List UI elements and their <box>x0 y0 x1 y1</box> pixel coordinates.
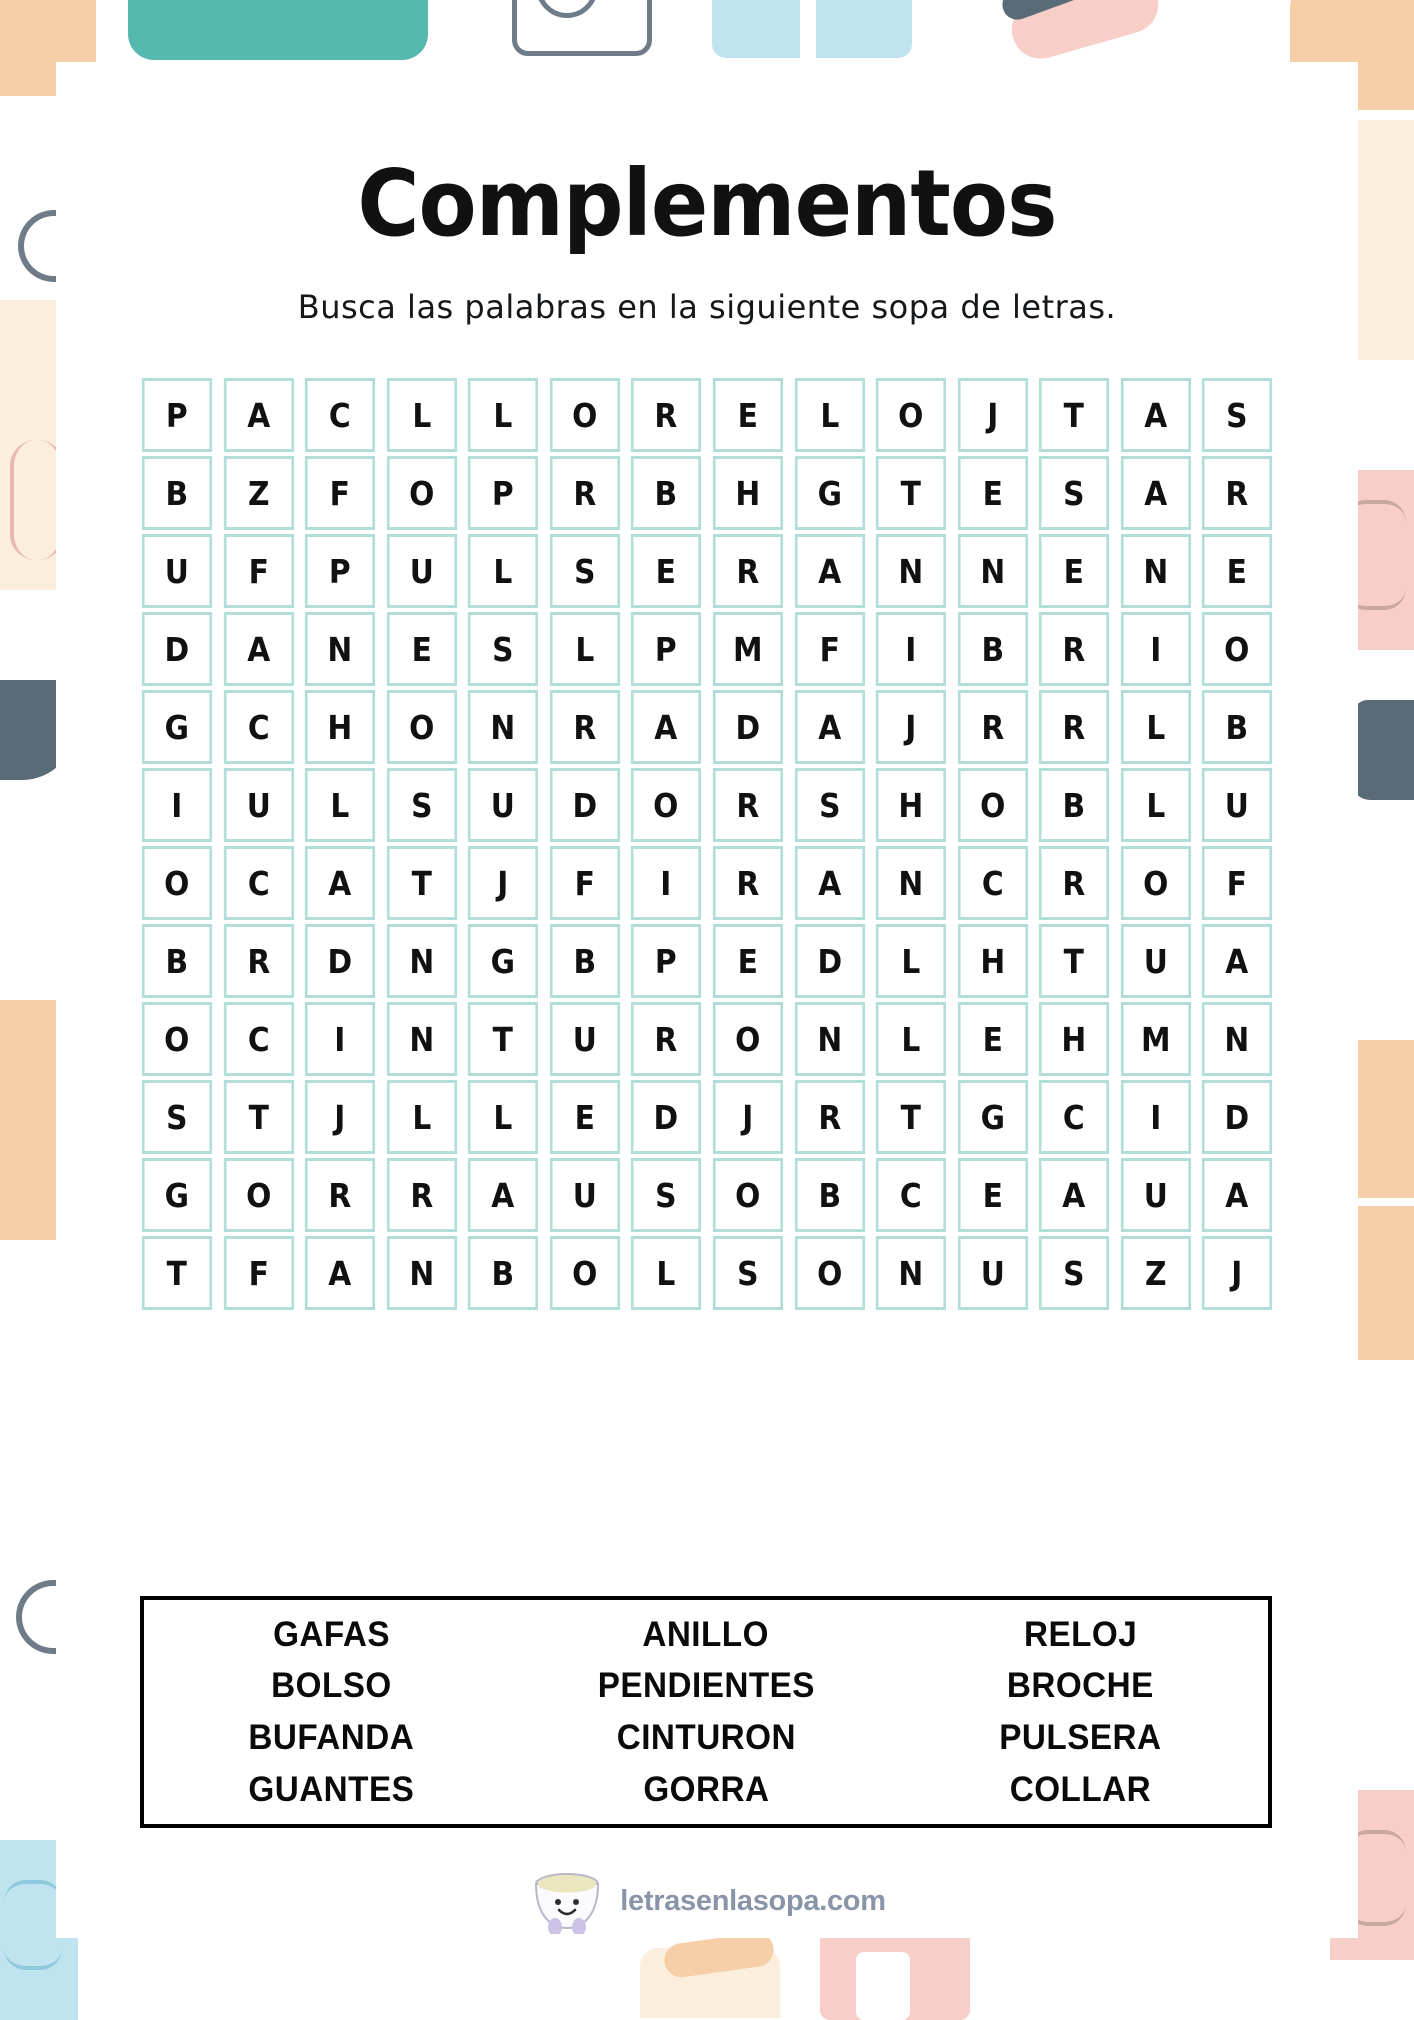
grid-cell[interactable]: O <box>958 768 1028 842</box>
grid-cell[interactable]: O <box>1121 846 1191 920</box>
grid-cell[interactable]: O <box>794 1236 864 1310</box>
word-list-item[interactable]: ANILLO <box>642 1614 770 1654</box>
grid-cell[interactable]: L <box>876 1002 946 1076</box>
grid-cell[interactable]: D <box>631 1080 701 1154</box>
grid-cell[interactable]: H <box>1039 1002 1109 1076</box>
grid-cell[interactable]: I <box>1121 1080 1191 1154</box>
grid-cell[interactable]: R <box>631 378 701 452</box>
grid-cell[interactable]: N <box>387 1002 457 1076</box>
grid-cell[interactable]: D <box>713 690 783 764</box>
grid-cell[interactable]: F <box>1202 846 1272 920</box>
grid-cell[interactable]: E <box>713 924 783 998</box>
grid-cell[interactable]: E <box>631 534 701 608</box>
word-list-item[interactable]: BROCHE <box>1007 1666 1155 1706</box>
grid-cell[interactable]: P <box>631 924 701 998</box>
grid-cell[interactable]: A <box>305 1236 375 1310</box>
grid-cell[interactable]: I <box>1121 612 1191 686</box>
grid-cell[interactable]: R <box>550 456 620 530</box>
grid-cell[interactable]: U <box>387 534 457 608</box>
grid-cell[interactable]: A <box>794 846 864 920</box>
grid-cell[interactable]: H <box>958 924 1028 998</box>
grid-cell[interactable]: D <box>550 768 620 842</box>
grid-cell[interactable]: U <box>142 534 212 608</box>
grid-cell[interactable]: O <box>387 456 457 530</box>
grid-cell[interactable]: Z <box>223 456 293 530</box>
site-url-label: letrasenlasopa.com <box>620 1884 886 1917</box>
grid-cell[interactable]: S <box>1039 456 1109 530</box>
grid-cell[interactable]: F <box>794 612 864 686</box>
grid-cell[interactable]: N <box>387 1236 457 1310</box>
word-list-item[interactable]: PULSERA <box>999 1718 1162 1757</box>
soup-bowl-icon <box>528 1868 606 1934</box>
grid-cell[interactable]: G <box>794 456 864 530</box>
grid-cell[interactable]: J <box>1202 1236 1272 1310</box>
grid-cell[interactable]: R <box>387 1158 457 1232</box>
grid-cell[interactable]: S <box>468 612 538 686</box>
grid-cell[interactable]: H <box>713 456 783 530</box>
grid-cell[interactable]: E <box>958 1002 1028 1076</box>
grid-cell[interactable]: S <box>713 1236 783 1310</box>
grid-cell[interactable]: U <box>1121 924 1191 998</box>
grid-cell[interactable]: T <box>876 1080 946 1154</box>
grid-cell[interactable]: T <box>223 1080 293 1154</box>
grid-cell[interactable]: A <box>794 690 864 764</box>
grid-cell[interactable]: D <box>305 924 375 998</box>
grid-cell[interactable]: U <box>223 768 293 842</box>
grid-cell[interactable]: T <box>876 456 946 530</box>
grid-cell[interactable]: T <box>1039 378 1109 452</box>
grid-cell[interactable]: A <box>1039 1158 1109 1232</box>
word-list-column <box>519 1610 894 1815</box>
grid-cell[interactable]: G <box>468 924 538 998</box>
grid-cell[interactable]: R <box>713 768 783 842</box>
page-title: Complementos <box>357 149 1057 257</box>
grid-cell[interactable]: A <box>223 378 293 452</box>
grid-cell[interactable]: T <box>1039 924 1109 998</box>
grid-cell[interactable]: I <box>142 768 212 842</box>
grid-cell[interactable]: R <box>1039 690 1109 764</box>
grid-cell[interactable]: E <box>1039 534 1109 608</box>
word-list-item[interactable]: GORRA <box>642 1769 770 1809</box>
grid-cell[interactable]: R <box>713 846 783 920</box>
grid-cell[interactable]: O <box>387 690 457 764</box>
grid-cell[interactable]: L <box>468 534 538 608</box>
grid-cell[interactable]: S <box>387 768 457 842</box>
grid-cell[interactable]: C <box>223 690 293 764</box>
grid-cell[interactable]: O <box>713 1158 783 1232</box>
grid-cell[interactable]: A <box>631 690 701 764</box>
grid-cell[interactable]: R <box>223 924 293 998</box>
grid-cell[interactable]: C <box>305 378 375 452</box>
grid-cell[interactable]: O <box>142 1002 212 1076</box>
grid-cell[interactable]: P <box>631 612 701 686</box>
grid-cell[interactable]: B <box>142 456 212 530</box>
grid-cell[interactable]: R <box>631 1002 701 1076</box>
word-list-item[interactable]: BOLSO <box>271 1666 392 1706</box>
grid-cell[interactable]: B <box>958 612 1028 686</box>
word-list-item[interactable]: GAFAS <box>272 1614 390 1654</box>
grid-cell[interactable]: O <box>1202 612 1272 686</box>
grid-cell[interactable]: S <box>1202 378 1272 452</box>
grid-cell[interactable]: S <box>1039 1236 1109 1310</box>
grid-cell[interactable]: F <box>550 846 620 920</box>
grid-cell[interactable]: E <box>713 378 783 452</box>
grid-cell[interactable]: A <box>1202 924 1272 998</box>
word-search-grid <box>138 378 1276 1310</box>
grid-cell[interactable]: O <box>550 378 620 452</box>
grid-cell[interactable]: L <box>468 1080 538 1154</box>
grid-cell[interactable]: G <box>142 1158 212 1232</box>
grid-cell[interactable]: B <box>1202 690 1272 764</box>
grid-cell[interactable]: O <box>713 1002 783 1076</box>
grid-cell[interactable]: A <box>1121 378 1191 452</box>
grid-cell[interactable]: A <box>1121 456 1191 530</box>
grid-cell[interactable]: U <box>550 1158 620 1232</box>
grid-cell[interactable]: U <box>958 1236 1028 1310</box>
word-list-item[interactable]: PENDIENTES <box>597 1666 815 1706</box>
word-list-item[interactable]: CINTURON <box>616 1718 796 1757</box>
word-list-item[interactable]: BUFANDA <box>248 1718 415 1757</box>
grid-cell[interactable]: S <box>794 768 864 842</box>
grid-cell[interactable]: S <box>631 1158 701 1232</box>
grid-cell[interactable]: L <box>550 612 620 686</box>
grid-cell[interactable]: T <box>468 1002 538 1076</box>
grid-cell[interactable]: F <box>223 1236 293 1310</box>
grid-cell[interactable]: O <box>550 1236 620 1310</box>
grid-cell[interactable]: G <box>958 1080 1028 1154</box>
grid-cell[interactable]: A <box>1202 1158 1272 1232</box>
grid-cell[interactable]: N <box>794 1002 864 1076</box>
grid-cell[interactable]: A <box>468 1158 538 1232</box>
grid-cell[interactable]: C <box>1039 1080 1109 1154</box>
grid-cell[interactable]: B <box>794 1158 864 1232</box>
grid-cell[interactable]: Z <box>1121 1236 1191 1310</box>
grid-cell[interactable]: J <box>713 1080 783 1154</box>
grid-cell[interactable]: L <box>305 768 375 842</box>
grid-cell[interactable]: N <box>876 1236 946 1310</box>
grid-cell[interactable]: E <box>958 1158 1028 1232</box>
grid-cell[interactable]: N <box>1121 534 1191 608</box>
grid-cell[interactable]: L <box>876 924 946 998</box>
grid-cell[interactable]: J <box>305 1080 375 1154</box>
grid-cell[interactable]: C <box>958 846 1028 920</box>
grid-cell[interactable]: O <box>223 1158 293 1232</box>
grid-cell[interactable]: B <box>468 1236 538 1310</box>
grid-cell[interactable]: R <box>1039 846 1109 920</box>
grid-cell[interactable]: U <box>468 768 538 842</box>
grid-cell[interactable]: O <box>876 378 946 452</box>
grid-cell[interactable]: E <box>1202 534 1272 608</box>
grid-cell[interactable]: R <box>958 690 1028 764</box>
grid-cell[interactable]: T <box>387 846 457 920</box>
grid-cell[interactable]: I <box>876 612 946 686</box>
grid-cell[interactable]: R <box>1202 456 1272 530</box>
grid-cell[interactable]: E <box>958 456 1028 530</box>
footer <box>0 1868 1414 1934</box>
grid-cell[interactable]: L <box>794 378 864 452</box>
grid-cell[interactable]: F <box>305 456 375 530</box>
grid-cell[interactable]: C <box>223 846 293 920</box>
grid-cell[interactable]: R <box>713 534 783 608</box>
word-list-column <box>893 1610 1268 1815</box>
grid-cell[interactable]: L <box>387 378 457 452</box>
grid-cell[interactable]: A <box>794 534 864 608</box>
grid-cell[interactable]: M <box>713 612 783 686</box>
grid-cell[interactable]: S <box>550 534 620 608</box>
grid-cell[interactable]: N <box>1202 1002 1272 1076</box>
word-list-item[interactable]: GUANTES <box>248 1769 415 1809</box>
grid-cell[interactable]: E <box>550 1080 620 1154</box>
grid-cell[interactable]: F <box>223 534 293 608</box>
grid-cell[interactable]: I <box>631 846 701 920</box>
grid-cell[interactable]: S <box>142 1080 212 1154</box>
word-list-column <box>144 1610 519 1815</box>
grid-cell[interactable]: L <box>1121 690 1191 764</box>
grid-cell[interactable]: C <box>223 1002 293 1076</box>
grid-cell[interactable]: R <box>305 1158 375 1232</box>
grid-cell[interactable]: L <box>1121 768 1191 842</box>
grid-cell[interactable]: J <box>468 846 538 920</box>
grid-cell[interactable]: B <box>631 456 701 530</box>
grid-cell[interactable]: P <box>468 456 538 530</box>
grid-cell[interactable]: B <box>1039 768 1109 842</box>
grid-cell[interactable]: D <box>142 612 212 686</box>
grid-cell[interactable]: N <box>468 690 538 764</box>
grid-cell[interactable]: U <box>550 1002 620 1076</box>
grid-cell[interactable]: R <box>1039 612 1109 686</box>
grid-cell[interactable]: A <box>305 846 375 920</box>
word-search-grid-container <box>138 378 1276 1310</box>
grid-cell[interactable]: G <box>142 690 212 764</box>
word-list-box <box>140 1596 1272 1828</box>
grid-cell[interactable]: M <box>1121 1002 1191 1076</box>
grid-cell[interactable]: R <box>794 1080 864 1154</box>
grid-cell[interactable]: P <box>142 378 212 452</box>
grid-cell[interactable]: B <box>142 924 212 998</box>
grid-cell[interactable]: L <box>387 1080 457 1154</box>
word-list-item[interactable]: COLLAR <box>1009 1769 1152 1809</box>
grid-cell[interactable]: N <box>958 534 1028 608</box>
instructions-text: Busca las palabras en la siguiente sopa de letras. <box>297 288 1117 326</box>
grid-cell[interactable]: A <box>223 612 293 686</box>
grid-cell[interactable]: P <box>305 534 375 608</box>
grid-cell[interactable]: H <box>876 768 946 842</box>
grid-cell[interactable]: T <box>142 1236 212 1310</box>
grid-cell[interactable]: U <box>1202 768 1272 842</box>
grid-cell[interactable]: L <box>468 378 538 452</box>
grid-cell[interactable]: N <box>876 534 946 608</box>
grid-cell[interactable]: U <box>1121 1158 1191 1232</box>
grid-cell[interactable]: H <box>305 690 375 764</box>
grid-cell[interactable]: N <box>876 846 946 920</box>
grid-cell[interactable]: L <box>631 1236 701 1310</box>
grid-cell[interactable]: R <box>550 690 620 764</box>
word-list-item[interactable]: RELOJ <box>1024 1614 1138 1654</box>
grid-cell[interactable]: O <box>142 846 212 920</box>
grid-cell[interactable]: N <box>387 924 457 998</box>
grid-cell[interactable]: I <box>305 1002 375 1076</box>
grid-cell[interactable]: E <box>387 612 457 686</box>
grid-cell[interactable]: D <box>1202 1080 1272 1154</box>
grid-cell[interactable]: N <box>305 612 375 686</box>
grid-cell[interactable]: J <box>958 378 1028 452</box>
grid-cell[interactable]: J <box>876 690 946 764</box>
grid-cell[interactable]: D <box>794 924 864 998</box>
grid-cell[interactable]: C <box>876 1158 946 1232</box>
grid-cell[interactable]: O <box>631 768 701 842</box>
grid-cell[interactable]: B <box>550 924 620 998</box>
